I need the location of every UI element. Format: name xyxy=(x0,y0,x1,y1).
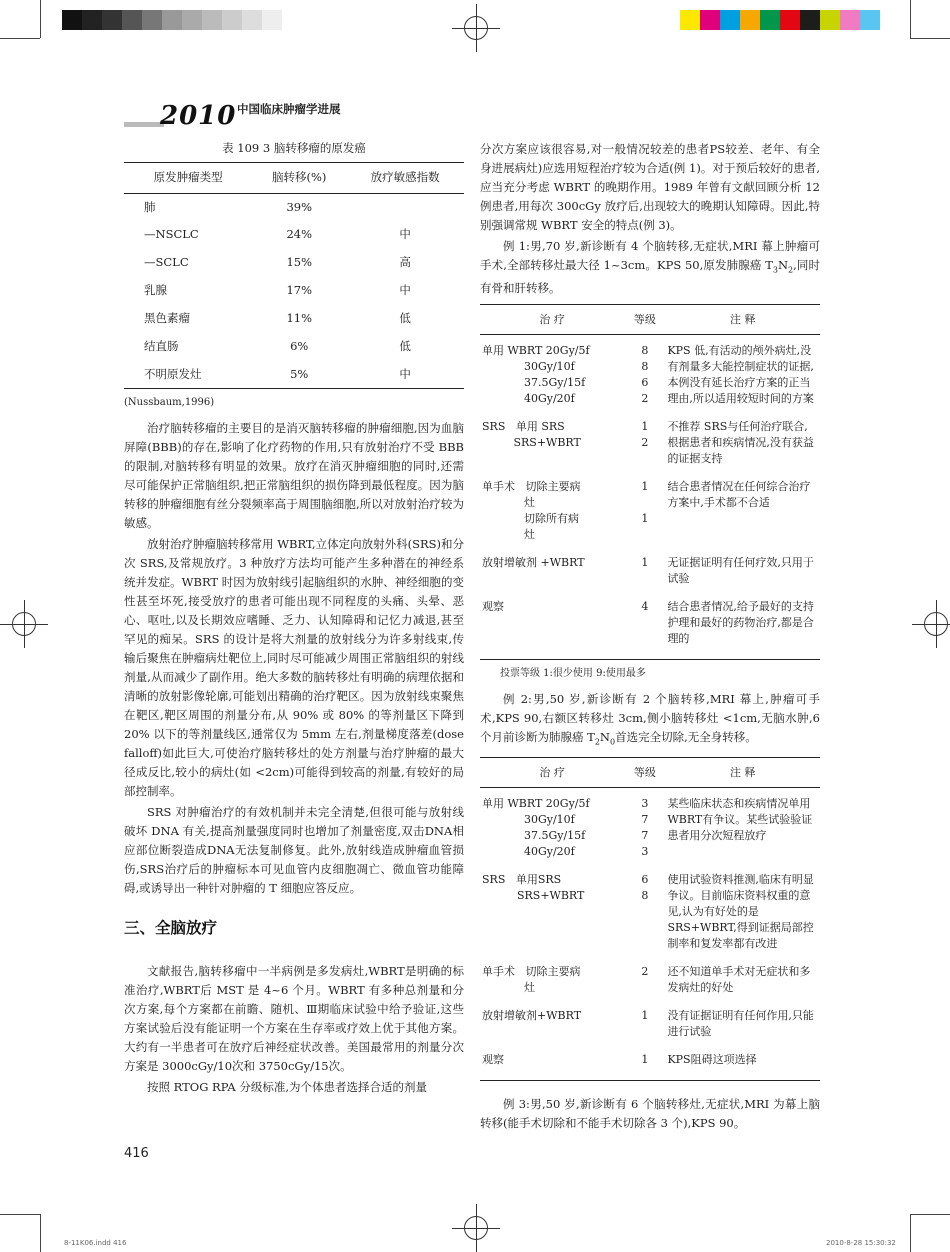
color-swatch-bar xyxy=(680,10,900,30)
paragraph: 分次方案应该很容易,对一般情况较差的患者PS较差、老年、有全身进展病灶)应选用短程治疗较为合适(例 1)。对于预后较好的患者,应当充分考虑 WBRT 的晚期作用。1989 年曾有文献回顾分析 12 例患者,用每次 300cGy 放疗后,出现较大的晚期认知障碍。因此,特别强调常规 WBRT 安全的特点(例 3)。 xyxy=(480,142,820,232)
table-cell: 结直肠 xyxy=(144,338,179,353)
case-2-paragraph xyxy=(480,690,820,751)
column-header: 等级 xyxy=(633,313,656,327)
table-cell: 乳腺 xyxy=(144,283,167,298)
table-row xyxy=(480,1052,820,1081)
note-cell: 没有证据证明有任何作用,只能进行试验 xyxy=(667,1009,814,1039)
treatment-cell: SRS 单用SRS SRS+WBRT xyxy=(482,873,585,903)
table-cell: 不明原发灶 xyxy=(144,366,202,381)
table-row xyxy=(124,193,464,221)
n-stage-sub: 2 xyxy=(788,265,794,275)
registration-mark-bottom xyxy=(452,1204,500,1252)
column-header: 原发肿瘤类型 xyxy=(153,169,223,184)
paragraph: SRS 对肿瘤治疗的有效机制并未完全清楚,但很可能与放射线破坏 DNA 有关,提高剂量强度同时也增加了剂量密度,双击DNA相应部位断裂造成DNA无法复制修复。此外,放射线造成肿瘤血管损伤,SRS治疗后的肿瘤标本可见血管内皮细胞凋亡、微血管功能障碍,或诱导出一种针对肿瘤的 T 细胞应答反应。 xyxy=(124,804,464,895)
header-rule xyxy=(124,122,164,127)
gray-swatch xyxy=(142,10,162,30)
paragraph: 文献报告,脑转移瘤中一半病例是多发病灶,WBRT是明确的标准治疗,WBRT后 MST 是 4~6 个月。WBRT 有多种总剂量和分次方案,每个方案都在前瞻、随机、Ⅲ期临床试验中给予验证,这些方案试验后没有能证明一个方案在生存率或疗效上优于其他方案。大约有一半患者可在放疗后神经症状改善。美国最常用的剂量分次方案是 3000cGy/10次和 3750cGy/15次。 xyxy=(124,963,464,1073)
paragraph: 按照 RTOG RPA 分级标准,为个体患者选择合适的剂量 xyxy=(147,1079,428,1094)
color-swatch xyxy=(720,10,740,30)
registration-mark-left xyxy=(0,600,48,648)
case-2-treatment-table xyxy=(480,757,820,1081)
color-swatch xyxy=(680,10,700,30)
gray-swatch xyxy=(242,10,262,30)
table-row xyxy=(480,964,820,1008)
table-row xyxy=(480,599,820,660)
table-cell: 24% xyxy=(286,227,312,242)
treatment-cell: 单手术 切除主要病 灶 切除所有病 灶 xyxy=(482,480,581,542)
crop-mark xyxy=(0,38,40,39)
n-stage: N xyxy=(599,729,610,744)
table-cell: 17% xyxy=(286,283,312,298)
treatment-cell: 观察 xyxy=(482,1053,504,1067)
note-cell: KPS 低,有活动的颅外病灶,没有剂量多大能控制症状的证据,本例没有延长治疗方案的正当理由,所以适用较短时间的方案 xyxy=(667,344,814,406)
table-header-row xyxy=(480,305,820,335)
table-row xyxy=(124,221,464,249)
note-cell: 某些临床状态和疾病情况单用WBRT有争议。某些试验验证患者用分次短程放疗 xyxy=(667,797,813,843)
column-header: 脑转移(%) xyxy=(272,169,327,184)
gray-swatch xyxy=(262,10,282,30)
registration-mark-top xyxy=(452,4,500,52)
page-number: 416 xyxy=(124,1146,149,1161)
gray-swatch xyxy=(182,10,202,30)
primary-cancer-table xyxy=(124,162,464,390)
print-timestamp: 2010-8-28 15:30:32 xyxy=(826,1239,896,1247)
column-header: 放疗敏感指数 xyxy=(370,169,440,184)
color-swatch xyxy=(780,10,800,30)
grade-cell: 4 xyxy=(641,600,649,614)
section-heading: 三、全脑放疗 xyxy=(124,918,218,937)
paragraph: 治疗脑转移瘤的主要目的是消灭脑转移瘤的肿瘤细胞,因为血脑屏障(BBB)的存在,影响了化疗药物的作用,只有放射治疗不受 BBB 的限制,对脑转移有明显的效果。放疗在消灭肿瘤细胞的同时,还需尽可能保护正常脑组织,把正常脑组织的损伤降到最低程度。因为脑转移的肿瘤细胞有丝分裂频率高于周围脑细胞,所以对放射治疗较为敏感。 xyxy=(124,420,464,530)
table-cell: 中 xyxy=(399,283,411,298)
gray-swatch xyxy=(282,10,302,30)
crop-mark xyxy=(910,1214,911,1252)
table-cell: —NSCLC xyxy=(144,227,199,242)
table-cell: 11% xyxy=(286,310,312,325)
table-row xyxy=(124,333,464,361)
table-row xyxy=(480,479,820,555)
color-swatch xyxy=(760,10,780,30)
table-cell: 肺 xyxy=(144,199,156,214)
grade-cell: 1 2 xyxy=(641,420,649,450)
column-header: 等级 xyxy=(633,766,656,780)
grayscale-bar xyxy=(62,10,302,30)
table-cell: 低 xyxy=(399,338,411,353)
gray-swatch xyxy=(122,10,142,30)
table-row xyxy=(480,872,820,964)
treatment-cell: 观察 xyxy=(482,600,504,614)
grade-cell: 2 xyxy=(641,965,649,979)
gray-swatch xyxy=(62,10,82,30)
table-row xyxy=(480,555,820,599)
gray-swatch xyxy=(202,10,222,30)
grade-cell: 1 xyxy=(641,1053,649,1067)
note-cell: 还不知道单手术对无症状和多发病灶的好处 xyxy=(667,965,811,995)
column-header: 治 疗 xyxy=(539,313,565,327)
note-cell: 不推荐 SRS与任何治疗联合,根据患者和疾病情况,没有获益的证据支持 xyxy=(667,420,814,466)
treatment-cell: 单用 WBRT 20Gy/5f 30Gy/10f 37.5Gy/15f 40Gy/20f xyxy=(482,797,590,859)
header-year: 2010 xyxy=(160,101,237,131)
header-title: 中国临床肿瘤学进展 xyxy=(237,102,341,116)
table-cell: 中 xyxy=(399,227,411,242)
treatment-cell: 放射增敏剂+WBRT xyxy=(482,1009,582,1023)
table-header-row xyxy=(480,758,820,788)
table-row xyxy=(124,277,464,305)
left-column xyxy=(124,140,464,1099)
gray-swatch xyxy=(82,10,102,30)
case-3-paragraph: 例 3:男,50 岁,新诊断有 6 个脑转移灶,无症状,MRI 为幕上脑转移(能手术切除和不能手术切除各 3 个),KPS 90。 xyxy=(480,1097,820,1131)
note-cell: 使用试验资料推测,临床有明显争议。目前临床资料权重的意见,认为有好处的是 SRS+WBRT,得到证据局部控制率和复发率都有改进 xyxy=(667,873,814,951)
table-row xyxy=(480,419,820,479)
grade-cell: 8 8 6 2 xyxy=(641,344,649,406)
grade-cell: 6 8 xyxy=(641,873,649,903)
table-cell: 15% xyxy=(286,255,312,270)
color-swatch xyxy=(700,10,720,30)
column-header: 注 释 xyxy=(729,313,756,327)
case-text: 例 1:男,70 岁,新诊断有 4 个脑转移,无症状,MRI 幕上肿瘤可手术,全部转移灶最大径 1~3cm。KPS 50,原发肺腺癌 T xyxy=(480,239,820,272)
grade-cell: 1 xyxy=(641,1009,649,1023)
case-1-treatment-table xyxy=(480,304,820,660)
crop-mark xyxy=(40,1214,41,1252)
note-cell: 无证据证明有任何疗效,只用于试验 xyxy=(667,556,814,586)
grade-cell: 1 xyxy=(641,556,649,570)
table-cell: —SCLC xyxy=(144,255,189,270)
gray-swatch xyxy=(222,10,242,30)
print-file-slug: 8-11K06.indd 416 xyxy=(64,1239,127,1247)
case-text: 例 2:男,50 岁,新诊断有 2 个脑转移,MRI 幕上,肿瘤可手术,KPS 90,右额区转移灶 3cm,侧小脑转移灶 <1cm,无脑水肿,6 个月前诊断为肺腺癌 T xyxy=(480,691,820,744)
t-stage-sub: 3 xyxy=(772,265,778,275)
color-swatch xyxy=(800,10,820,30)
gray-swatch xyxy=(102,10,122,30)
color-swatch xyxy=(860,10,880,30)
table-cell: 低 xyxy=(399,310,411,325)
table-row xyxy=(480,335,820,420)
case-text-end: 首选完全切除,无全身转移。 xyxy=(615,729,757,744)
table-cell: 黑色素瘤 xyxy=(144,310,190,325)
case-text-end: ,同时有骨和肝转移。 xyxy=(480,258,821,296)
table-cell: 5% xyxy=(290,366,309,381)
grade-cell: 3 7 7 3 xyxy=(641,797,649,859)
n-stage-sub: 0 xyxy=(609,737,616,747)
column-header: 治 疗 xyxy=(539,766,565,780)
t-stage-sub: 2 xyxy=(594,737,600,747)
crop-mark xyxy=(910,0,911,38)
vote-grade-note: 投票等级 1:很少使用 9:使用最多 xyxy=(500,668,646,680)
note-cell: 结合患者情况在任何综合治疗方案中,手术都不合适 xyxy=(667,480,811,510)
treatment-cell: SRS 单用 SRS SRS+WBRT xyxy=(482,420,581,450)
grade-cell: 1 1 xyxy=(641,480,649,526)
table-cell xyxy=(346,193,464,221)
table-cell: 6% xyxy=(290,338,309,353)
table-cell: 中 xyxy=(399,366,411,381)
table-row xyxy=(480,788,820,873)
color-swatch xyxy=(740,10,760,30)
table-cell: 39% xyxy=(286,199,312,214)
treatment-cell: 单手术 切除主要病 灶 xyxy=(482,965,581,995)
crop-mark xyxy=(910,38,950,39)
column-header: 注 释 xyxy=(729,766,756,780)
paragraph: 放射治疗肿瘤脑转移常用 WBRT,立体定向放射外科(SRS)和分次 SRS,及常规放疗。3 种放疗方法均可能产生多种潜在的神经系统并发症。WBRT 时因为放射线引起脑组织的水肿、神经细胞的变性甚至坏死,接受放疗的患者可能出现不同程度的头痛、头晕、恶心、呕吐,以及长期效应嗜睡、乏力、认知障碍和记忆力减退,甚至罕见的痴呆。SRS 的设计是将大剂量的放射线分为许多射线束,传输后聚焦在肿瘤病灶靶位上,同时尽可能减少周围正常脑组织的射线剂量,从而减少了副作用。绝大多数的脑转移灶有明确的病理依据和清晰的放射影像轮廓,可能划出精确的治疗靶区。因为放射线束聚焦在靶区,靶区周围的剂量分布,从 90% 或 80% 的等剂量区下降到 20% 以下的等剂量线区,通常仅为 5mm 左右,剂量梯度落差(dose falloff)如此巨大,可使治疗脑转移灶的处方剂量与治疗肿瘤的最大径成反比,较小的病灶(如 <2cm)可能得到较高的剂量,有较好的局部控制率。 xyxy=(124,536,464,798)
treatment-cell: 单用 WBRT 20Gy/5f 30Gy/10f 37.5Gy/15f 40Gy/20f xyxy=(482,344,590,406)
table-row xyxy=(480,1008,820,1052)
table-row xyxy=(124,361,464,389)
table-row xyxy=(124,305,464,333)
table-caption: 表 109 3 脑转移瘤的原发癌 xyxy=(222,141,366,155)
crop-mark xyxy=(0,1214,40,1215)
crop-mark xyxy=(910,1214,950,1215)
registration-mark-right xyxy=(912,600,950,648)
n-stage: N xyxy=(777,258,789,272)
note-cell: KPS阻碍这项选择 xyxy=(667,1053,757,1067)
right-column xyxy=(480,140,820,1135)
color-swatch xyxy=(840,10,860,30)
gray-swatch xyxy=(162,10,182,30)
case-1-paragraph xyxy=(480,237,820,298)
note-cell: 结合患者情况,给予最好的支持护理和最好的药物治疗,都是合理的 xyxy=(667,600,814,646)
table-cell: 高 xyxy=(399,255,411,270)
table-row xyxy=(124,249,464,277)
color-swatch xyxy=(880,10,900,30)
crop-mark xyxy=(40,0,41,38)
color-swatch xyxy=(820,10,840,30)
treatment-cell: 放射增敏剂 +WBRT xyxy=(482,556,585,570)
table-source-note: (Nussbaum,1996) xyxy=(124,397,215,409)
table-header-row xyxy=(124,162,464,193)
